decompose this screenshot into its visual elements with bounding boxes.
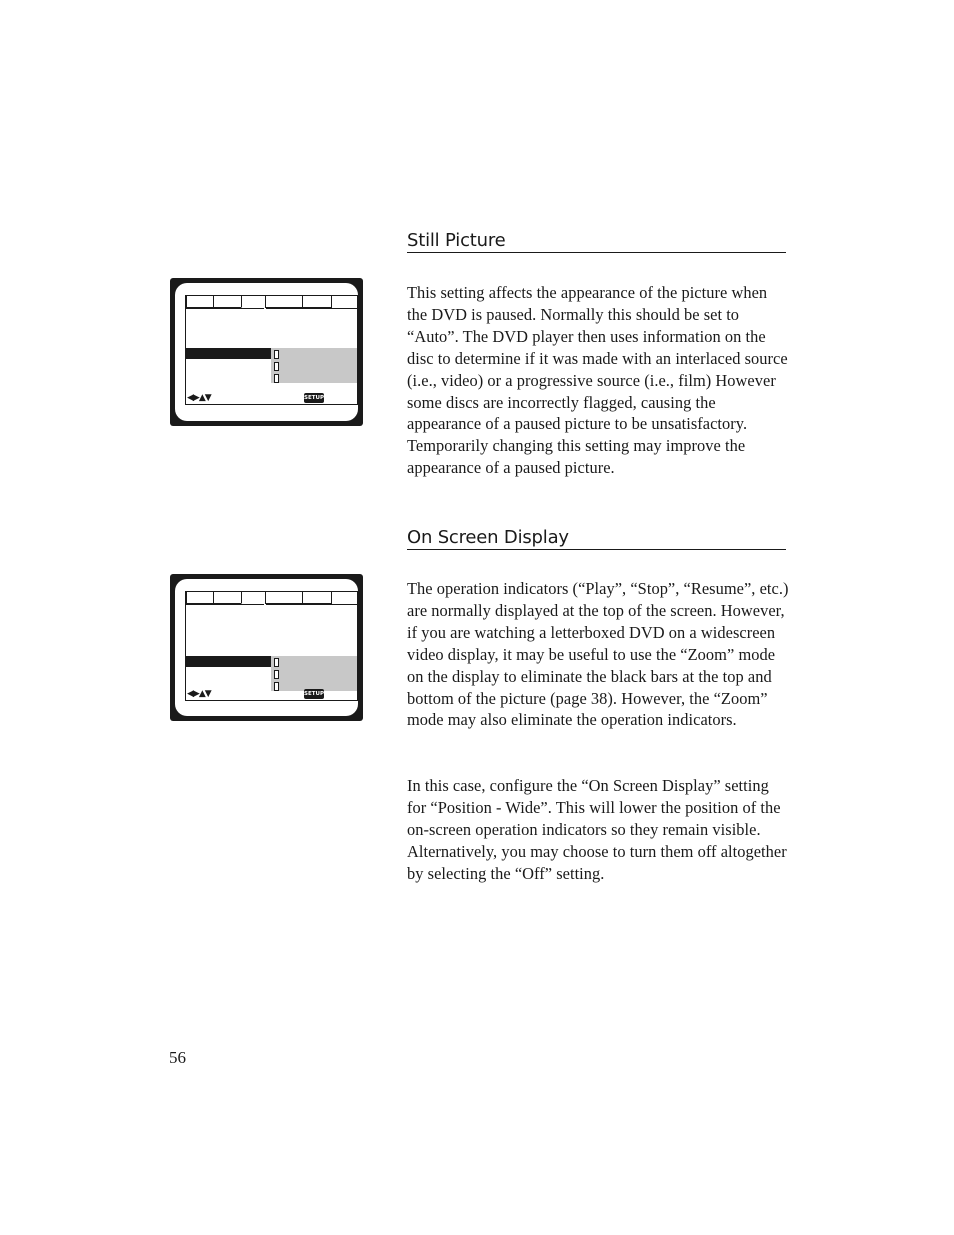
paragraph: The operation indicators (“Play”, “Stop”, “Resume”, etc.) are normally displayed at the top of the screen. However, if you are watching a letterboxed DVD on a widescreen video display, it may be useful to use the “Zoom” mode on the display to eliminate the black bars at the top and bottom of the picture (page 38). However, the “Zoom” mode may also eliminate the operation indicators. <box>407 579 789 730</box>
menu-tab <box>302 591 332 604</box>
menu-tab <box>302 295 332 308</box>
menu-divider <box>186 308 264 309</box>
options-panel <box>271 348 357 383</box>
selected-setting-bar <box>186 656 271 667</box>
tv-screen <box>175 579 358 716</box>
option-indicator <box>274 670 279 679</box>
menu-tab <box>186 591 214 604</box>
menu-divider <box>266 308 357 309</box>
setup-button-icon: SETUP <box>304 395 324 401</box>
paragraph: This setting affects the appearance of the picture when the DVD is paused. Normally this should be set to “Auto”. The DVD player then uses information on the disc to determine if it was made with an interlaced source (i.e., video) or a progressive source (i.e., film) However some discs are incorrectly flagged, causing the appearance of a paused picture to be unsatisfactory. Temporarily changing this setting may improve the appearance of a paused picture. <box>407 283 788 478</box>
option-indicator <box>274 350 279 359</box>
menu-tab <box>213 591 242 604</box>
tv-screen-illustration-still-picture <box>170 278 363 426</box>
menu-tab <box>265 591 303 604</box>
setup-menu-box <box>185 295 358 405</box>
setup-menu-box <box>185 591 358 701</box>
section-heading-on-screen-display: On Screen Display <box>407 527 786 550</box>
menu-tab <box>186 295 214 308</box>
arrow-keys-icon: ◀▶▲▼ <box>187 393 211 403</box>
option-indicator <box>274 374 279 383</box>
options-panel <box>271 656 357 691</box>
tv-screen <box>175 283 358 421</box>
tv-screen-illustration-on-screen-display <box>170 574 363 721</box>
menu-tab <box>265 295 303 308</box>
option-indicator <box>274 362 279 371</box>
paragraph: In this case, configure the “On Screen Display” setting for “Position - Wide”. This will lower the position of the on-screen operation indicators so they remain visible. Alternatively, you may choose to turn them off altogether by selecting the “Off” setting. <box>407 776 787 883</box>
selected-setting-bar <box>186 348 271 359</box>
option-indicator <box>274 658 279 667</box>
menu-tab-active <box>241 295 266 308</box>
menu-divider <box>266 604 357 605</box>
page-number: 56 <box>169 1048 186 1067</box>
option-indicator <box>274 682 279 691</box>
menu-divider <box>186 604 264 605</box>
menu-tab-active <box>241 591 266 604</box>
setup-button-icon: SETUP <box>304 691 324 697</box>
arrow-keys-icon: ◀▶▲▼ <box>187 689 211 699</box>
menu-tab <box>213 295 242 308</box>
section-heading-still-picture: Still Picture <box>407 230 786 253</box>
